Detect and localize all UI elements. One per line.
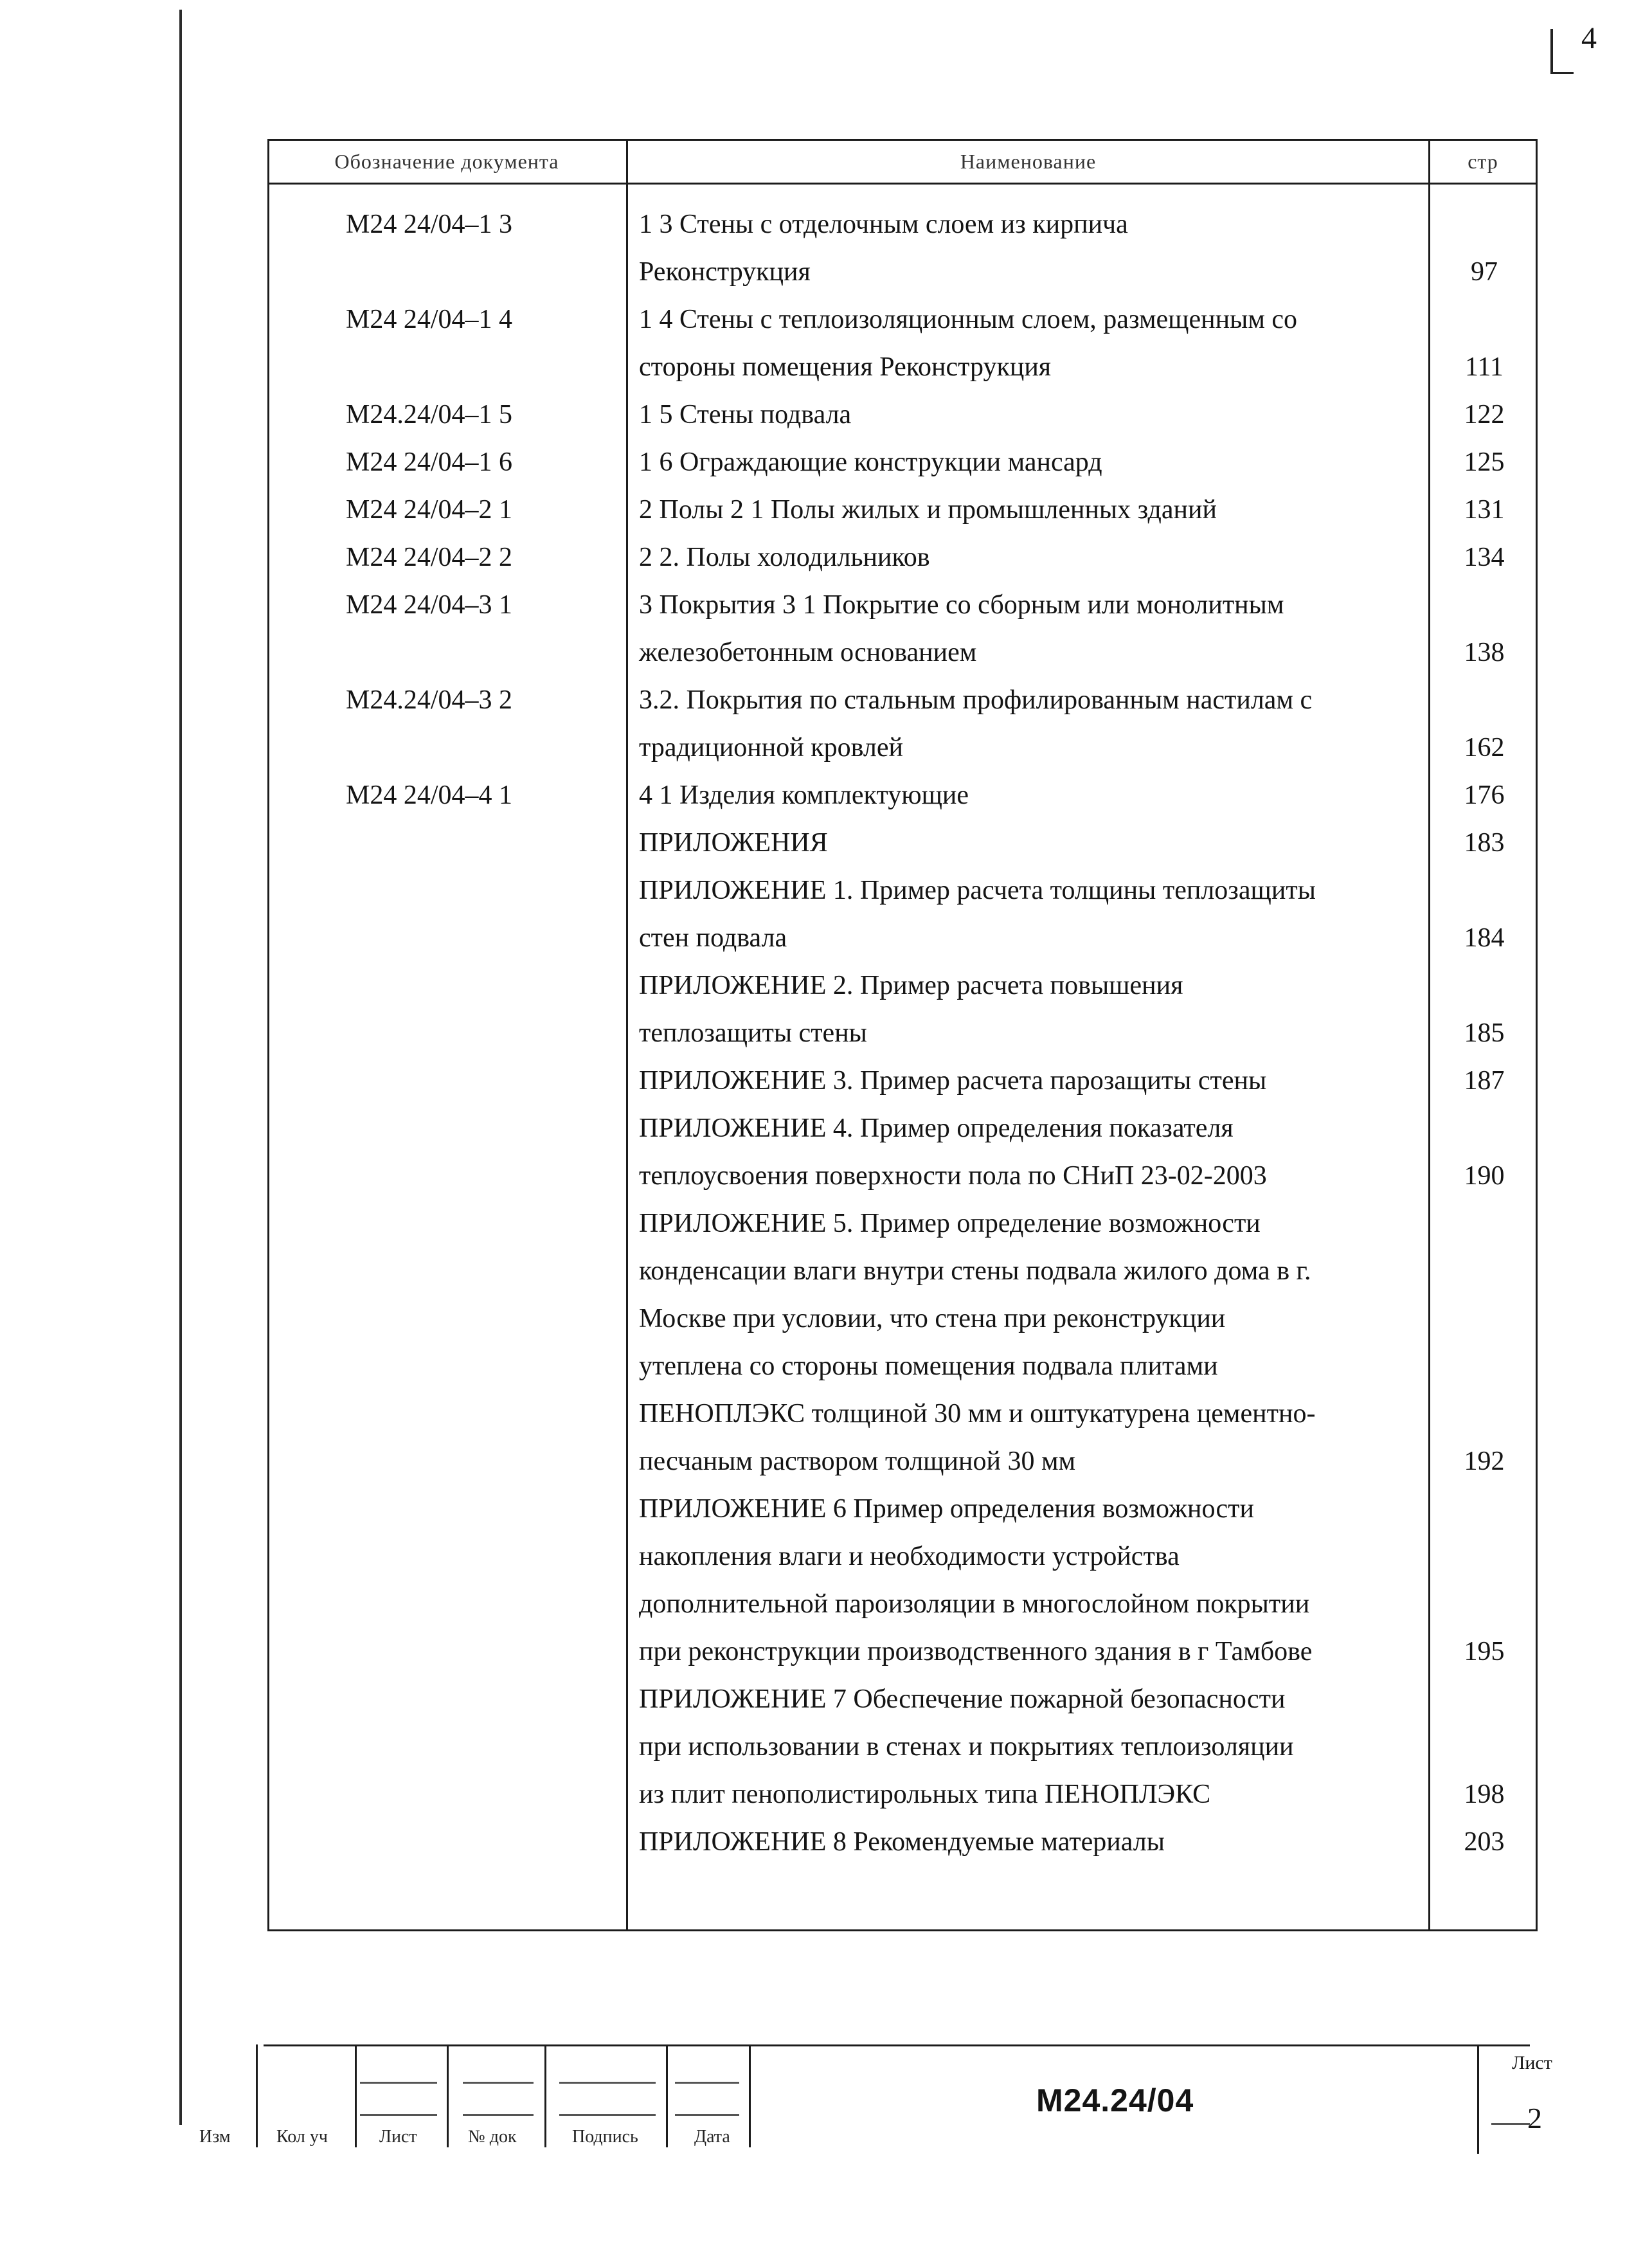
row-code: М24 24/04–2 1 xyxy=(346,495,513,525)
row-title-line: теплозащиты стены xyxy=(639,1018,867,1048)
stamp-divider xyxy=(666,2044,668,2147)
row-page: 183 xyxy=(1464,828,1505,858)
header-designation: Обозначение документа xyxy=(334,149,559,173)
sheet-label: Лист xyxy=(1512,2052,1552,2073)
row-title-line: ПРИЛОЖЕНИЕ 3. Пример расчета парозащиты стены xyxy=(639,1066,1267,1096)
row-title-line: стороны помещения Реконструкция xyxy=(639,352,1052,382)
row-page: 198 xyxy=(1464,1780,1505,1809)
row-code: М24 24/04–1 3 xyxy=(346,210,513,239)
document-code: М24.24/04 xyxy=(1036,2082,1194,2118)
row-title-line: 3 Покрытия 3 1 Покрытие со сборным или монолитным xyxy=(639,590,1284,620)
stamp-dash xyxy=(463,2082,534,2084)
stamp-dash xyxy=(675,2082,739,2084)
row-page: 134 xyxy=(1464,543,1505,572)
row-page: 176 xyxy=(1464,781,1505,810)
row-page: 184 xyxy=(1464,923,1505,953)
row-code: М24 24/04–4 1 xyxy=(346,781,513,810)
row-title-line: традиционной кровлей xyxy=(639,733,903,763)
stamp-dash xyxy=(1491,2123,1530,2125)
row-title-line: ПРИЛОЖЕНИЕ 1. Пример расчета толщины теплозащиты xyxy=(639,876,1316,905)
stamp-label-izm: Изм xyxy=(199,2127,231,2147)
stamp-label-n-dok: № док xyxy=(468,2127,517,2147)
stamp-dash xyxy=(360,2114,437,2116)
row-title-line: 4 1 Изделия комплектующие xyxy=(639,781,969,810)
header-name: Наименование xyxy=(960,149,1097,173)
sheet-number: 2 xyxy=(1527,2102,1542,2134)
row-title-line: Реконструкция xyxy=(639,257,811,287)
row-title-line: при реконструкции производственного здания в г Тамбове xyxy=(639,1637,1313,1666)
row-title-line: ПРИЛОЖЕНИЕ 7 Обеспечение пожарной безопасности xyxy=(639,1684,1286,1714)
stamp-divider xyxy=(749,2044,751,2147)
stamp-dash xyxy=(675,2114,739,2116)
stamp-label-data: Дата xyxy=(694,2127,730,2147)
row-title-line: 3.2. Покрытия по стальным профилированным настилам с xyxy=(639,685,1313,715)
toc-row xyxy=(267,962,1538,1057)
toc-row xyxy=(267,1818,1538,1866)
row-title-line: ПРИЛОЖЕНИЕ 6 Пример определения возможности xyxy=(639,1494,1254,1524)
toc-row xyxy=(267,581,1538,676)
row-page: 131 xyxy=(1464,495,1505,525)
stamp-dash xyxy=(360,2082,437,2084)
row-title-line: утеплена со стороны помещения подвала плитами xyxy=(639,1351,1218,1381)
row-page: 192 xyxy=(1464,1447,1505,1476)
stamp-dash xyxy=(559,2082,656,2084)
row-title-line: ПРИЛОЖЕНИЯ xyxy=(639,828,828,858)
toc-row xyxy=(267,676,1538,772)
toc-row xyxy=(267,1485,1538,1675)
row-code: М24.24/04–3 2 xyxy=(346,685,513,715)
toc-row xyxy=(267,296,1538,391)
stamp-label-podpis: Подпись xyxy=(572,2127,638,2147)
stamp-dash xyxy=(463,2114,534,2116)
row-title-line: ПРИЛОЖЕНИЕ 8 Рекомендуемые материалы xyxy=(639,1827,1165,1857)
row-page: 190 xyxy=(1464,1161,1505,1191)
toc-row xyxy=(267,1057,1538,1105)
row-page: 97 xyxy=(1471,257,1498,287)
row-title-line: ПЕНОПЛЭКС толщиной 30 мм и оштукатурена цементно- xyxy=(639,1399,1316,1429)
toc-row xyxy=(267,772,1538,819)
toc-row xyxy=(267,867,1538,962)
row-title-line: при использовании в стенах и покрытиях теплоизоляции xyxy=(639,1732,1294,1762)
corner-mark-foot xyxy=(1550,72,1574,74)
toc-row xyxy=(267,486,1538,534)
stamp-label-list: Лист xyxy=(379,2127,417,2147)
row-page: 195 xyxy=(1464,1637,1505,1666)
toc-table xyxy=(267,139,1538,1931)
row-page: 203 xyxy=(1464,1827,1505,1857)
stamp-dash xyxy=(559,2114,656,2116)
row-title-line: накопления влаги и необходимости устройства xyxy=(639,1542,1180,1571)
toc-row xyxy=(267,1675,1538,1818)
row-title-line: железобетонным основанием xyxy=(639,638,977,667)
row-title-line: конденсации влаги внутри стены подвала жилого дома в г. xyxy=(639,1256,1311,1286)
row-title-line: ПРИЛОЖЕНИЕ 2. Пример расчета повышения xyxy=(639,971,1183,1000)
row-title-line: 2 Полы 2 1 Полы жилых и промышленных зданий xyxy=(639,495,1217,525)
row-page: 162 xyxy=(1464,733,1505,763)
toc-row xyxy=(267,1200,1538,1485)
toc-row xyxy=(267,438,1538,486)
page-number: 4 xyxy=(1581,21,1597,55)
row-page: 185 xyxy=(1464,1018,1505,1048)
row-title-line: из плит пенополистирольных типа ПЕНОПЛЭКС xyxy=(639,1780,1211,1809)
title-block xyxy=(180,2044,1530,2167)
row-code: М24.24/04–1 5 xyxy=(346,400,513,429)
row-code: М24 24/04–2 2 xyxy=(346,543,513,572)
row-title-line: ПРИЛОЖЕНИЕ 4. Пример определения показателя xyxy=(639,1114,1234,1143)
toc-row xyxy=(267,201,1538,296)
row-title-line: дополнительной пароизоляции в многослойном покрытии xyxy=(639,1589,1310,1619)
row-title-line: 1 6 Ограждающие конструкции мансард xyxy=(639,447,1102,477)
row-code: М24 24/04–1 4 xyxy=(346,305,513,334)
toc-row xyxy=(267,534,1538,581)
row-title-line: 2 2. Полы холодильников xyxy=(639,543,930,572)
header-page: стр xyxy=(1468,149,1498,173)
row-page: 138 xyxy=(1464,638,1505,667)
row-title-line: ПРИЛОЖЕНИЕ 5. Пример определение возможности xyxy=(639,1209,1261,1238)
row-code: М24 24/04–1 6 xyxy=(346,447,513,477)
row-page: 187 xyxy=(1464,1066,1505,1096)
stamp-divider xyxy=(355,2044,357,2147)
row-title-line: 1 4 Стены с теплоизоляционным слоем, размещенным со xyxy=(639,305,1298,334)
row-title-line: 1 3 Стены с отделочным слоем из кирпича xyxy=(639,210,1128,239)
stamp-divider xyxy=(447,2044,449,2147)
row-title-line: 1 5 Стены подвала xyxy=(639,400,852,429)
corner-mark xyxy=(1550,29,1553,74)
row-title-line: теплоусвоения поверхности пола по СНиП 23-02-2003 xyxy=(639,1161,1267,1191)
stamp-divider xyxy=(256,2044,258,2147)
binding-margin-line xyxy=(179,10,182,2125)
stamp-divider xyxy=(544,2044,546,2147)
row-code: М24 24/04–3 1 xyxy=(346,590,513,620)
toc-row xyxy=(267,819,1538,867)
toc-row xyxy=(267,1105,1538,1200)
row-page: 111 xyxy=(1465,352,1504,382)
stamp-label-kol-uch: Кол уч xyxy=(276,2127,328,2147)
row-title-line: Москве при условии, что стена при реконструкции xyxy=(639,1304,1226,1333)
stamp-top-border xyxy=(264,2044,1530,2046)
row-page: 122 xyxy=(1464,400,1505,429)
row-title-line: стен подвала xyxy=(639,923,787,953)
toc-row xyxy=(267,391,1538,438)
row-page: 125 xyxy=(1464,447,1505,477)
table-bottom-border xyxy=(267,1929,1538,1931)
row-title-line: песчаным раствором толщиной 30 мм xyxy=(639,1447,1076,1476)
stamp-divider xyxy=(1477,2044,1479,2154)
